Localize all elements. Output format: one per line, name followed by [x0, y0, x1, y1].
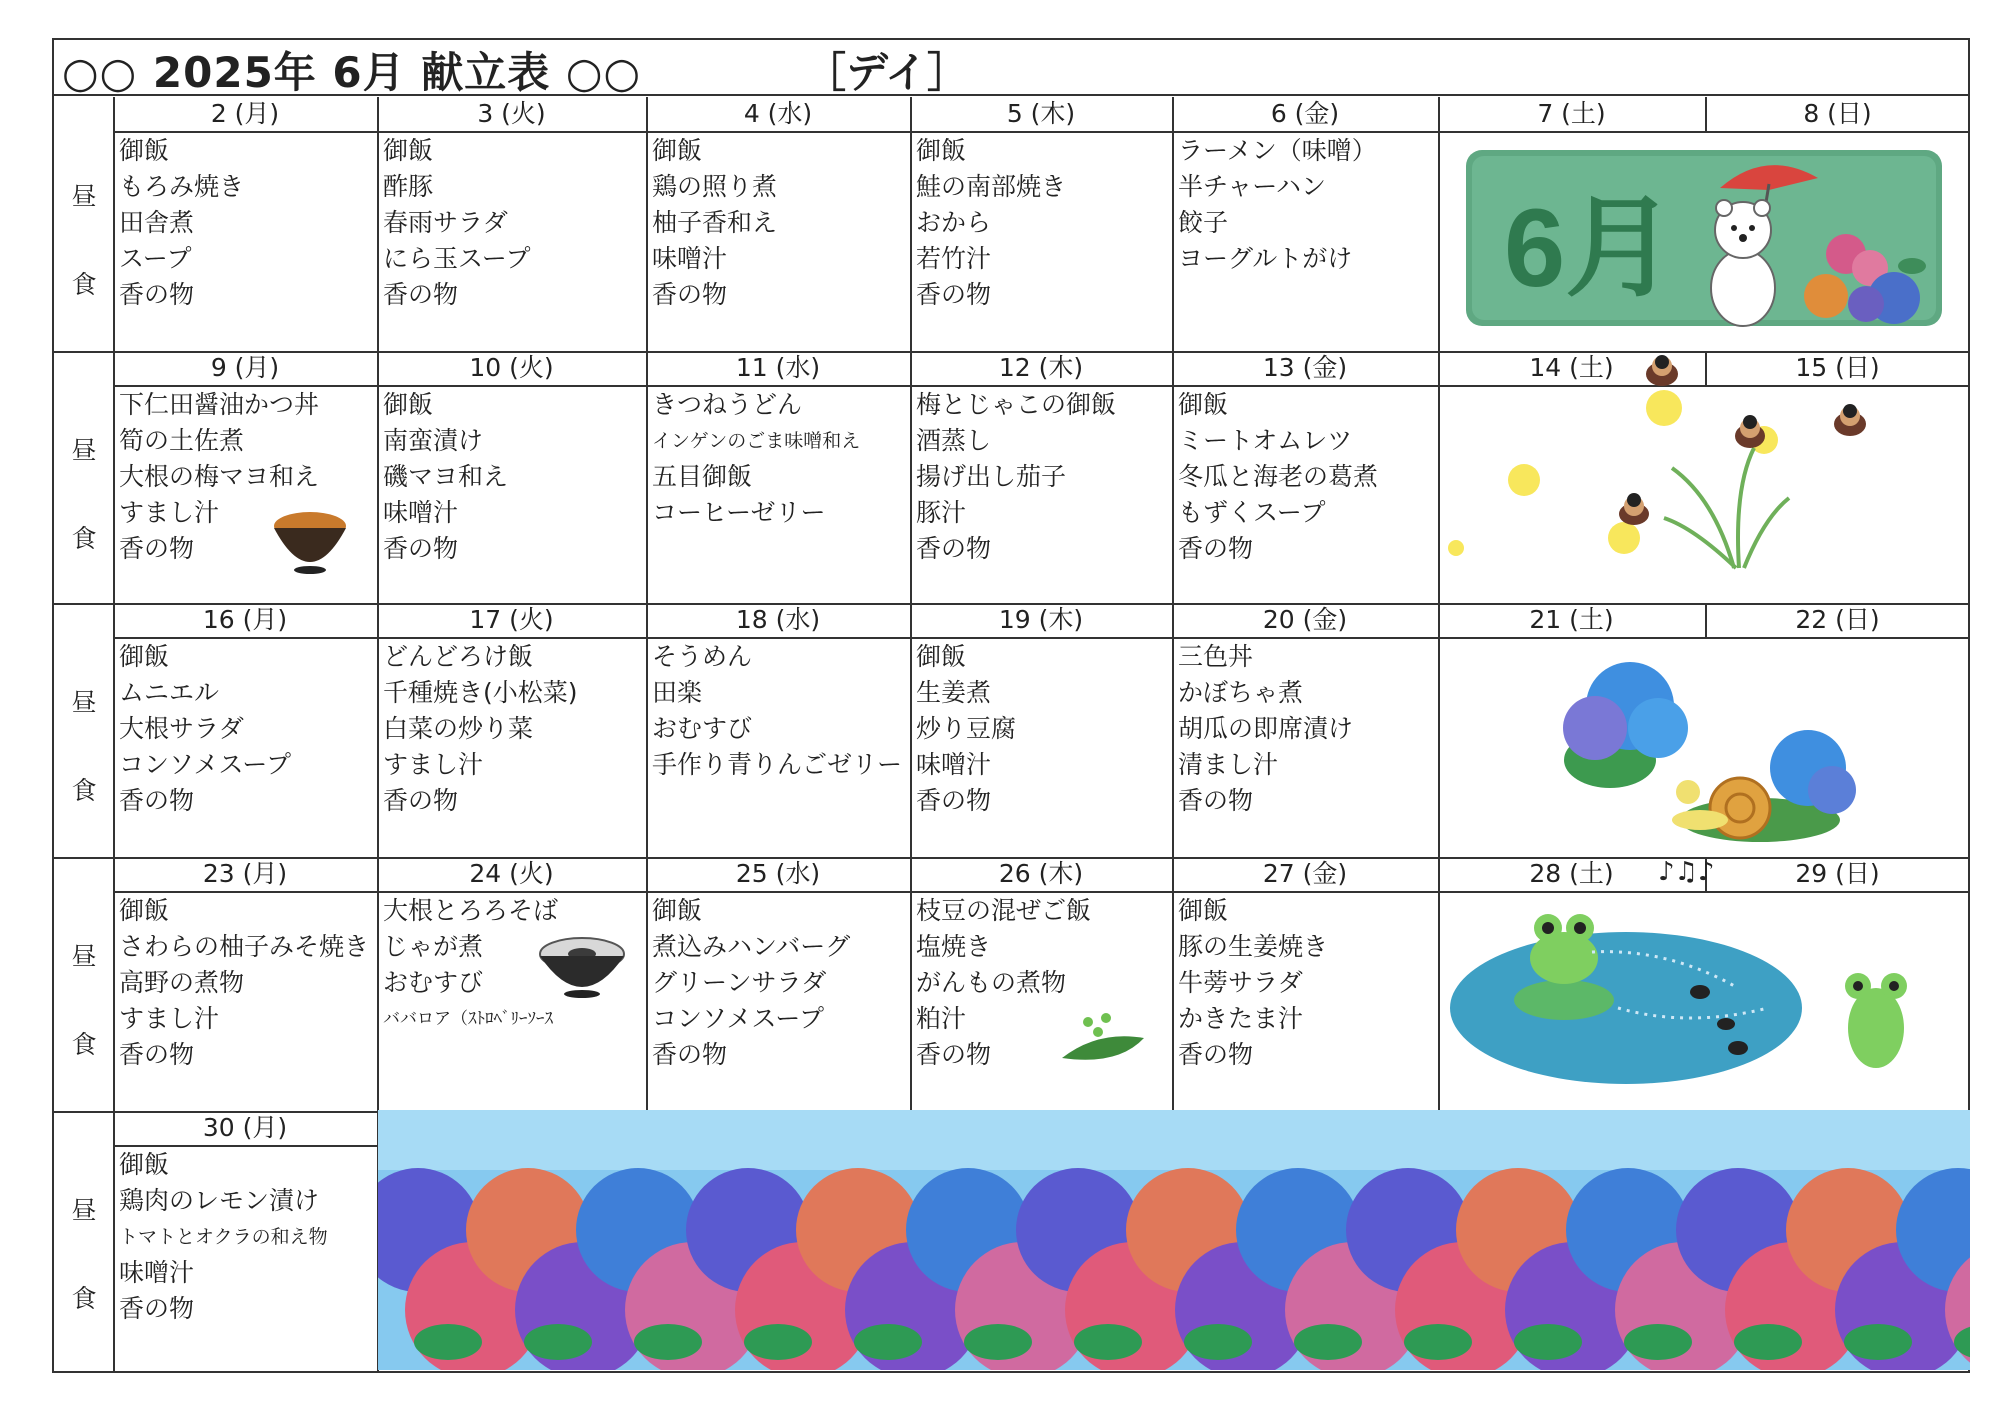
meal-label-bottom: 食: [71, 1284, 97, 1313]
menu-item: 大根とろろそば: [383, 896, 559, 925]
menu-item: すまし汁: [119, 1004, 220, 1033]
menu-item: 柚子香和え: [652, 208, 778, 237]
june-label: 6月: [1504, 187, 1676, 310]
meal-label-bottom: 食: [71, 270, 97, 299]
day-menu: [119, 133, 244, 313]
hydrangea-leaf: [414, 1324, 482, 1360]
svg-text:♪♫♪: ♪♫♪: [1658, 857, 1715, 886]
menu-item: 千種焼き(小松菜): [383, 678, 578, 707]
menu-item: 御飯: [383, 390, 434, 419]
meal-label-top: 昼: [71, 1196, 97, 1225]
menu-item: 南蛮漬け: [383, 426, 484, 455]
meal-label: [56, 683, 112, 807]
day-column-divider: [377, 857, 379, 1111]
day-menu: [916, 639, 1016, 819]
day-column-divider: [1438, 97, 1440, 351]
menu-item: 磯マヨ和え: [383, 462, 509, 491]
menu-item: おむすび: [652, 714, 753, 743]
day-date: 30 (月): [202, 1113, 288, 1142]
day-menu: [1178, 893, 1328, 1073]
menu-item: 白菜の炒り菜: [383, 714, 534, 743]
menu-item: 香の物: [119, 280, 195, 309]
menu-item: 香の物: [119, 534, 195, 563]
saturday-date: 7 (土): [1537, 99, 1606, 128]
hydrangea-leaf: [1844, 1324, 1912, 1360]
hydrangea-leaf: [1514, 1324, 1582, 1360]
meal-label-top: 昼: [71, 688, 97, 717]
hydrangea-leaf: [1074, 1324, 1142, 1360]
day-menu: [119, 639, 291, 819]
day-date: 12 (木): [998, 353, 1084, 382]
sunday-date: 22 (日): [1795, 605, 1880, 634]
menu-item: 鮭の南部焼き: [916, 172, 1067, 201]
menu-item: 御飯: [916, 642, 967, 671]
service-tag: ［デイ］: [804, 48, 970, 97]
music-notes-icon: [1658, 856, 1744, 886]
edamame-illustration: [1058, 1010, 1148, 1070]
menu-item: 香の物: [916, 534, 992, 563]
menu-item: 御飯: [916, 136, 967, 165]
day-date: 27 (金): [1262, 859, 1348, 888]
menu-item: ヨーグルトがけ: [1178, 244, 1353, 273]
menu-item: 香の物: [383, 280, 459, 309]
menu-item: もずくスープ: [1178, 498, 1326, 527]
meal-label-bottom: 食: [71, 776, 97, 805]
menu-item: 香の物: [383, 786, 459, 815]
june-bear-illustration: [1466, 148, 1942, 334]
day-column-divider: [1172, 97, 1174, 351]
day-column-divider: [910, 351, 912, 603]
day-column-divider: [1172, 857, 1174, 1111]
day-date: 11 (水): [735, 353, 821, 382]
katsudon-bowl-illustration: [270, 506, 350, 576]
menu-item: 香の物: [119, 1040, 195, 1069]
hydrangea-leaf: [1294, 1324, 1362, 1360]
day-menu: [652, 639, 902, 783]
menu-item: インゲンのごま味噌和え: [652, 430, 861, 452]
saturday-date: 21 (土): [1529, 605, 1614, 634]
day-column-divider: [910, 97, 912, 351]
menu-item: にら玉スープ: [383, 244, 531, 273]
menu-item: ババロア（ｽﾄﾛﾍﾞﾘｰｿｰｽ: [383, 1009, 553, 1029]
meal-column-divider: [113, 1111, 115, 1373]
menu-item: 御飯: [383, 136, 434, 165]
day-column-divider: [1438, 857, 1440, 1111]
menu-item: 手作り青りんごゼリー: [652, 750, 903, 779]
menu-item: 味噌汁: [652, 244, 728, 273]
menu-item: 御飯: [119, 1150, 170, 1179]
menu-item: 香の物: [1178, 534, 1254, 563]
menu-item: そうめん: [652, 642, 753, 671]
menu-item: 酢豚: [383, 172, 434, 201]
day-date: 3 (火): [477, 99, 546, 128]
menu-item: 下仁田醤油かつ丼: [119, 390, 320, 419]
menu-item: 御飯: [119, 642, 170, 671]
day-column-divider: [1438, 603, 1440, 857]
menu-item: 香の物: [1178, 1040, 1254, 1069]
hydrangea-leaf: [634, 1324, 702, 1360]
menu-item: 清まし汁: [1178, 750, 1279, 779]
menu-item: 五目御飯: [652, 462, 753, 491]
day-menu: [383, 133, 531, 313]
menu-item: 味噌汁: [383, 498, 459, 527]
menu-item: 田楽: [652, 678, 703, 707]
menu-item: 田舎煮: [119, 208, 195, 237]
day-date: 6 (金): [1270, 99, 1340, 128]
day-menu: [652, 893, 850, 1073]
menu-item: 鶏肉のレモン漬け: [119, 1186, 320, 1215]
menu-item: 塩焼き: [916, 932, 992, 961]
menu-item: 御飯: [1178, 390, 1229, 419]
menu-item: 香の物: [119, 1294, 195, 1323]
menu-item: グリーンサラダ: [652, 968, 827, 997]
day-column-divider: [910, 857, 912, 1111]
menu-item: 煮込みハンバーグ: [652, 932, 851, 961]
menu-item: 御飯: [652, 136, 703, 165]
menu-item: 香の物: [1178, 786, 1254, 815]
menu-item: 香の物: [916, 280, 992, 309]
meal-column-divider: [113, 97, 115, 351]
menu-item: さわらの柚子みそ焼き: [119, 932, 370, 961]
menu-item: ミートオムレツ: [1178, 426, 1353, 455]
menu-item: 炒り豆腐: [916, 714, 1017, 743]
menu-item: 味噌汁: [916, 750, 992, 779]
fireflies-illustration: [1444, 348, 1964, 570]
day-date: 25 (水): [735, 859, 821, 888]
frogs-pond-illustration: [1448, 888, 1938, 1106]
hydrangea-leaf: [1184, 1324, 1252, 1360]
day-column-divider: [377, 351, 379, 603]
menu-item: 筍の土佐煮: [119, 426, 245, 455]
day-menu: [383, 387, 508, 567]
hydrangea-leaf: [1624, 1324, 1692, 1360]
day-date: 18 (水): [735, 605, 821, 634]
menu-item: 香の物: [652, 1040, 728, 1069]
day-date: 9 (月): [210, 353, 280, 382]
day-menu: [652, 387, 860, 531]
menu-item: コーヒーゼリー: [652, 498, 826, 527]
hydrangea-snail-illustration: [1540, 620, 1870, 850]
day-date: 5 (木): [1006, 99, 1076, 128]
hydrangea-leaf: [854, 1324, 922, 1360]
menu-item: おから: [916, 208, 992, 237]
day-column-divider: [1172, 351, 1174, 603]
sunday-date: 15 (日): [1795, 353, 1880, 382]
menu-item: 香の物: [916, 786, 992, 815]
soba-bowl-illustration: [536, 932, 628, 1000]
menu-item: すまし汁: [119, 498, 220, 527]
menu-item: 御飯: [119, 896, 170, 925]
day-menu: [1178, 133, 1377, 277]
menu-item: 豚汁: [916, 498, 967, 527]
menu-item: 春雨サラダ: [383, 208, 508, 237]
sunday-date: 29 (日): [1795, 859, 1880, 888]
menu-item: 牛蒡サラダ: [1178, 968, 1303, 997]
page-title: ○○ 2025年 6月 献立表 ○○: [62, 48, 642, 97]
day-date: 17 (火): [469, 605, 554, 634]
menu-item: がんもの煮物: [916, 968, 1067, 997]
menu-item: もろみ焼き: [119, 172, 245, 201]
meal-column-divider: [113, 857, 115, 1111]
meal-label: [56, 937, 112, 1061]
day-date: 24 (火): [469, 859, 554, 888]
menu-item: 酒蒸し: [916, 426, 992, 455]
day-column-divider: [910, 603, 912, 857]
day-column-divider: [646, 603, 648, 857]
menu-item: コンソメスープ: [119, 750, 292, 779]
day-column-divider: [646, 857, 648, 1111]
menu-item: 餃子: [1178, 208, 1229, 237]
hydrangea-leaf: [524, 1324, 592, 1360]
meal-label-top: 昼: [71, 182, 97, 211]
hydrangea-leaf: [1404, 1324, 1472, 1360]
saturday-date: 28 (土): [1529, 859, 1614, 888]
day-menu: [916, 387, 1116, 567]
menu-item: 香の物: [383, 534, 459, 563]
menu-item: 香の物: [652, 280, 728, 309]
day-menu: [1178, 387, 1378, 567]
menu-item: 粕汁: [916, 1004, 967, 1033]
saturday-date: 14 (土): [1529, 353, 1614, 382]
hydrangea-leaf: [744, 1324, 812, 1360]
meal-label: [56, 177, 112, 301]
menu-item: ラーメン（味噌）: [1178, 136, 1377, 165]
menu-item: おむすび: [383, 968, 484, 997]
meal-label-bottom: 食: [71, 524, 97, 553]
hydrangea-leaf: [1734, 1324, 1802, 1360]
day-column-divider: [377, 603, 379, 857]
menu-item: 生姜煮: [916, 678, 992, 707]
meal-label: [56, 1191, 112, 1315]
menu-item: トマトとオクラの和え物: [119, 1226, 328, 1248]
menu-item: 三色丼: [1178, 642, 1254, 671]
day-date: 26 (木): [998, 859, 1084, 888]
day-date: 2 (月): [210, 99, 280, 128]
menu-item: すまし汁: [383, 750, 484, 779]
menu-item: 大根の梅マヨ和え: [119, 462, 320, 491]
day-date: 20 (金): [1262, 605, 1348, 634]
meal-column-divider: [113, 351, 115, 603]
day-menu: [916, 133, 1066, 313]
day-date: 16 (月): [202, 605, 288, 634]
day-column-divider: [1438, 351, 1440, 603]
day-menu: [383, 893, 558, 1037]
menu-item: 御飯: [1178, 896, 1229, 925]
menu-item: コンソメスープ: [652, 1004, 825, 1033]
menu-item: 味噌汁: [119, 1258, 195, 1287]
day-column-divider: [646, 97, 648, 351]
day-menu: [119, 893, 369, 1073]
menu-item: 鶏の照り煮: [652, 172, 778, 201]
menu-item: ムニエル: [119, 678, 220, 707]
day-date: 13 (金): [1262, 353, 1348, 382]
day-menu: [652, 133, 777, 313]
meal-label-top: 昼: [71, 942, 97, 971]
sunday-date: 8 (日): [1803, 99, 1872, 128]
menu-item: スープ: [119, 244, 192, 273]
menu-item: 胡瓜の即席漬け: [1178, 714, 1354, 743]
day-column-divider: [377, 97, 379, 351]
menu-item: 揚げ出し茄子: [916, 462, 1067, 491]
menu-item: 冬瓜と海老の葛煮: [1178, 462, 1379, 491]
day-date: 4 (水): [743, 99, 813, 128]
menu-item: かきたま汁: [1178, 1004, 1304, 1033]
day-menu: [119, 1147, 328, 1327]
menu-item: 若竹汁: [916, 244, 992, 273]
menu-item: 梅とじゃこの御飯: [916, 390, 1117, 419]
menu-item: じゃが煮: [383, 932, 484, 961]
day-column-divider: [1172, 603, 1174, 857]
menu-item: 香の物: [119, 786, 195, 815]
day-date: 10 (火): [469, 353, 554, 382]
menu-item: 御飯: [652, 896, 703, 925]
meal-column-divider: [113, 603, 115, 857]
menu-item: 半チャーハン: [1178, 172, 1327, 201]
day-date: 23 (月): [202, 859, 288, 888]
menu-item: 豚の生姜焼き: [1178, 932, 1329, 961]
meal-label-bottom: 食: [71, 1030, 97, 1059]
menu-item: どんどろけ飯: [383, 642, 534, 671]
menu-item: 大根サラダ: [119, 714, 244, 743]
menu-item: かぼちゃ煮: [1178, 678, 1304, 707]
day-column-divider: [646, 351, 648, 603]
hydrangea-banner-illustration: [378, 1110, 1970, 1370]
menu-item: 枝豆の混ぜご飯: [916, 896, 1092, 925]
day-menu: [383, 639, 578, 819]
day-date: 19 (木): [998, 605, 1084, 634]
menu-item: 高野の煮物: [119, 968, 245, 997]
menu-item: 御飯: [119, 136, 170, 165]
meal-label: [56, 431, 112, 555]
menu-item: きつねうどん: [652, 390, 803, 419]
menu-item: 香の物: [916, 1040, 992, 1069]
hydrangea-leaf: [964, 1324, 1032, 1360]
title-row: [52, 38, 1970, 96]
day-menu: [1178, 639, 1353, 819]
meal-label-top: 昼: [71, 436, 97, 465]
